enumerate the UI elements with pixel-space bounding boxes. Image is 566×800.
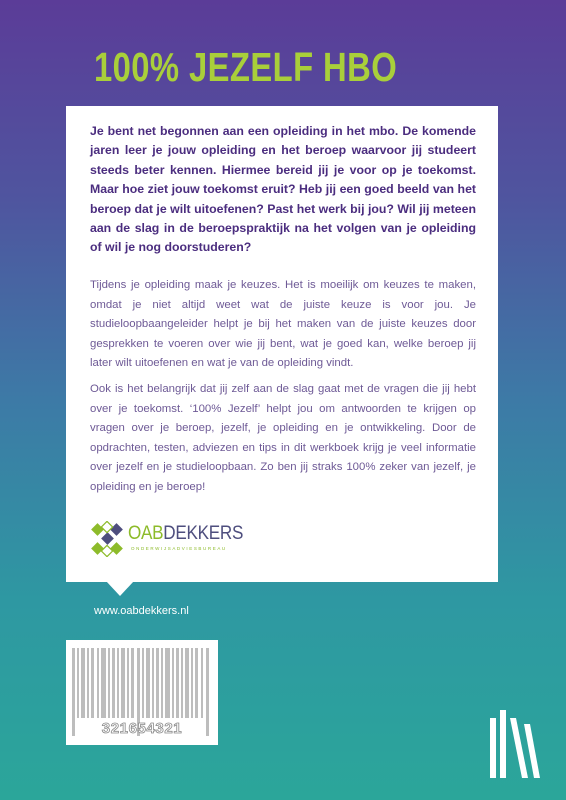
website-url[interactable]: www.oabdekkers.nl [94,605,189,617]
logo-wordmark [128,523,243,545]
blurb-card [66,106,498,582]
card-pointer [106,581,134,596]
body-paragraph-2: Ook is het belangrijk dat jij zelf aan de slag gaat met de vragen die jij hebt over je toekomst. ‘100% Jezelf’ helpt jou om antwoorden te krijgen op vragen over je beroep, jezelf, je opleiding en je ontwikkeling. Door de opdrachten, testen, adviezen en tips in dit werkboek krijg je veel informatie over jezelf en je studieloopbaan. Zo ben jij straks 100% zeker van jezelf, je opleiding en je beroep! [90,383,476,493]
oab-logo-diamond-icon [90,521,128,557]
barcode-number: 321654321 [101,720,183,737]
intro-text: Je bent net begonnen aan een opleiding in het mbo. De komende jaren leer je jouw opleiding en het beroep waarvoor jij studeert steeds beter kennen. Hiermee bereid jij je voor op je toekomst. Maar hoe ziet jouw toekomst eruit? Heb jij een goed beeld van het beroep dat je wilt uitoefenen? Past het werk bij jou? Wil jij meteen aan de slag in de beroepspraktijk na het volgen van je opleiding of wil je nog doorstuderen? [90,124,476,255]
logo-oab: OAB [128,523,164,544]
logo-tagline: ONDERWIJSADVIESBUREAU [131,546,227,551]
cover-title: 100% JEZELF HBO [94,44,398,90]
logo-dekkers: DEKKERS [163,523,244,544]
body-paragraph-1: Tijdens je opleiding maak je keuzes. Het is moeilijk om keuzes te maken, omdat je niet altijd weet wat de juiste keuze is voor jou. Je studieloopbaangeleider helpt je bij het maken van de juiste keuzes door gesprekken te voeren over wie jij bent, wat je goed kan, welke beroep jij later wilt uitoefenen en wat je van de opleiding vindt. [90,279,476,369]
barcode [66,640,218,745]
oab-dekkers-logo [90,521,244,557]
publisher-bars-icon [484,704,544,784]
